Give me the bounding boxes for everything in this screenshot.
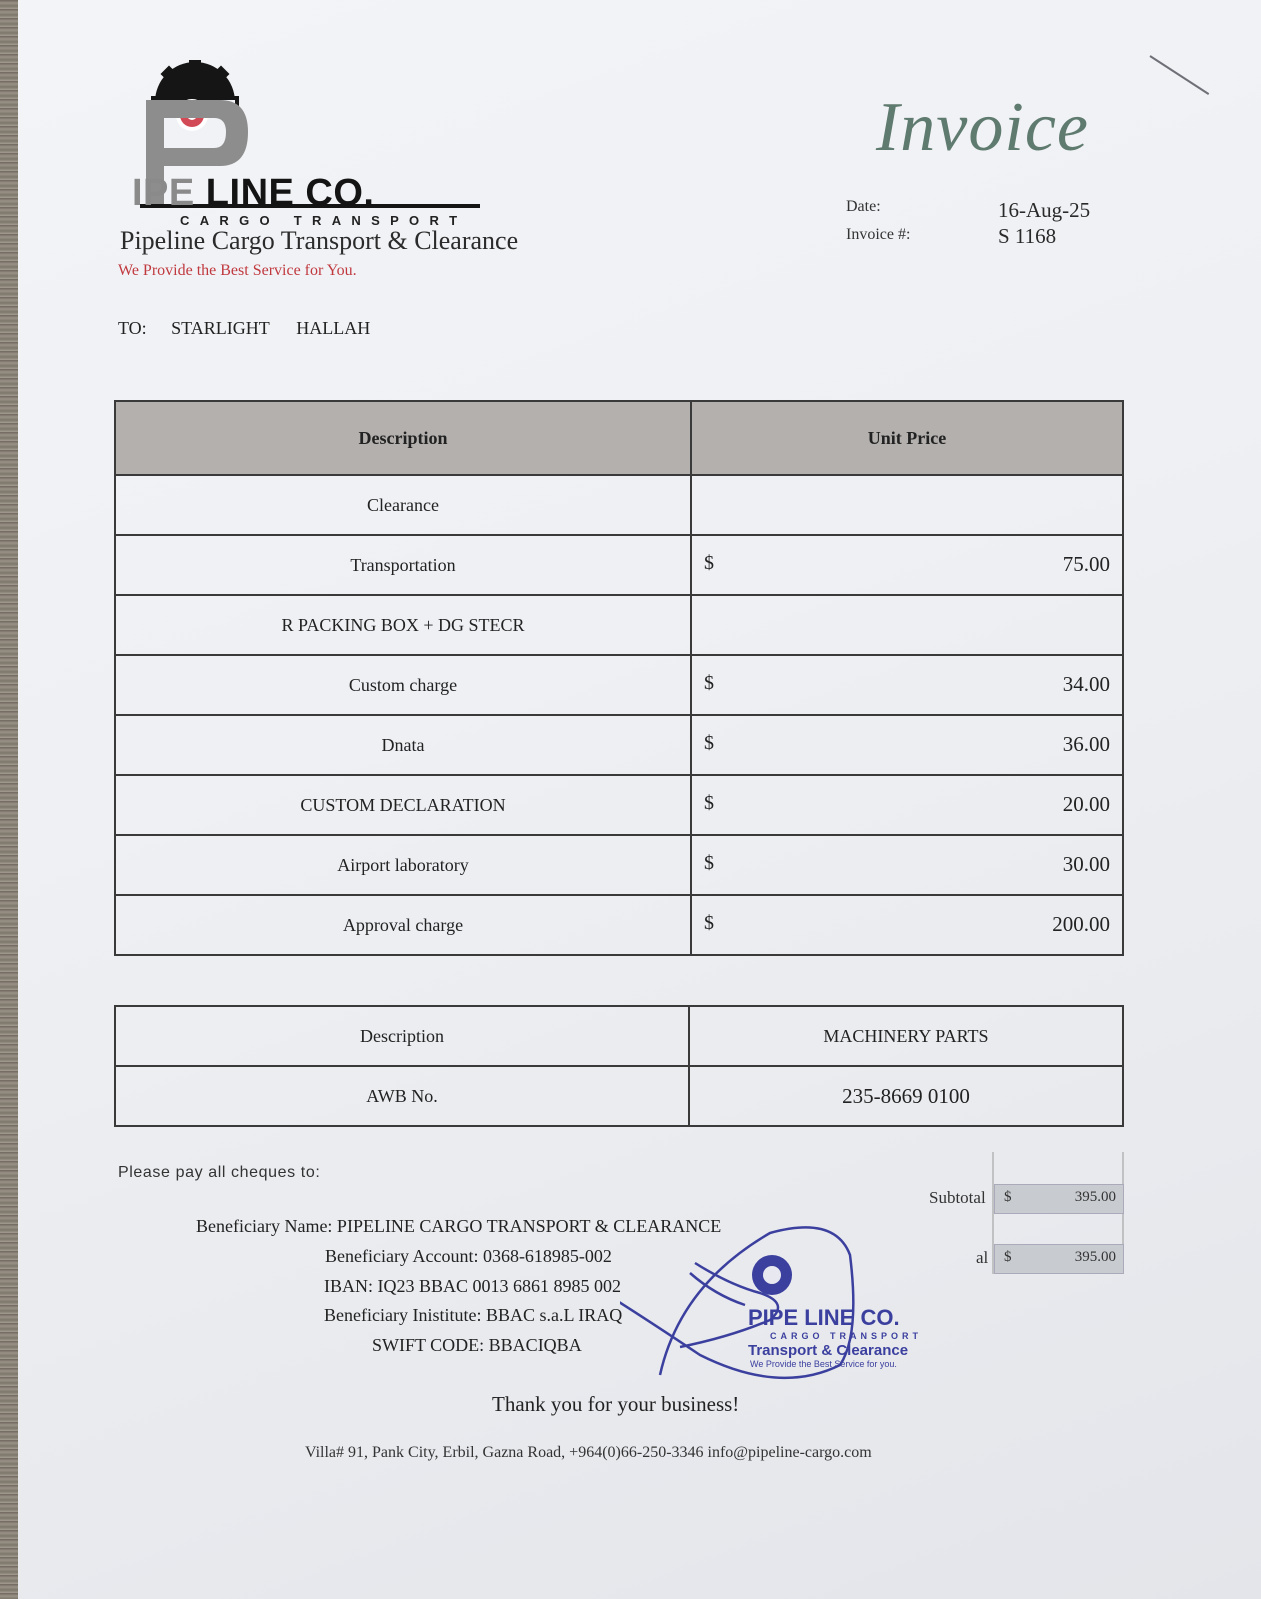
row-price [691, 715, 1123, 775]
date-label: Date: [846, 198, 881, 215]
table-row [115, 535, 1123, 595]
table-row [115, 1006, 1123, 1066]
invoice-number-value: S 1168 [998, 224, 1057, 248]
to-label: TO: [118, 318, 147, 338]
col-unit-price: Unit Price [691, 401, 1123, 475]
invoice-title: Invoice [876, 89, 1089, 166]
charges-header-row [115, 401, 1123, 475]
logo-subtext: CARGO TRANSPORT [180, 213, 468, 228]
row-currency: $ [704, 912, 714, 934]
table-row [115, 1066, 1123, 1126]
row-amount: 200.00 [1052, 912, 1110, 936]
row-description: Approval charge [115, 895, 691, 955]
table-row [115, 655, 1123, 715]
total-label: al [976, 1248, 989, 1267]
logo-name [132, 172, 482, 215]
row-price [691, 835, 1123, 895]
logo-name-black: LINE CO. [194, 172, 375, 214]
table-row [115, 595, 1123, 655]
logo-name-gray: IPE [132, 172, 195, 214]
row-amount: 36.00 [1062, 732, 1110, 756]
row-price [691, 655, 1123, 715]
row-currency: $ [704, 732, 714, 754]
col-description: Description [115, 401, 691, 475]
shipment-table [114, 1005, 1124, 1127]
row-amount: 75.00 [1062, 552, 1110, 576]
row-currency: $ [704, 552, 714, 574]
beneficiary-account: Beneficiary Account: 0368-618985-002 [325, 1246, 612, 1266]
total-currency: $ [1004, 1249, 1012, 1265]
row-amount: 34.00 [1062, 672, 1110, 696]
row-amount: 30.00 [1062, 852, 1110, 876]
row-currency: $ [704, 852, 714, 874]
subtotal-value: 395.00 [1074, 1189, 1116, 1205]
row-currency: $ [704, 672, 714, 694]
company-tagline: We Provide the Best Service for You. [118, 262, 357, 279]
beneficiary-name: Beneficiary Name: PIPELINE CARGO TRANSPORT & CLEARANCE [196, 1216, 722, 1236]
table-row [115, 775, 1123, 835]
company-stamp [620, 1215, 980, 1385]
stamp-line2: CARGO TRANSPORT [770, 1331, 922, 1341]
date-value: 16-Aug-25 [998, 198, 1091, 222]
thank-you-note: Thank you for your business! [492, 1392, 740, 1416]
charges-table [114, 400, 1124, 956]
row-price [691, 775, 1123, 835]
row-price [691, 895, 1123, 955]
iban: IBAN: IQ23 BBAC 0013 6861 8985 002 [324, 1276, 622, 1296]
payment-label: Please pay all cheques to: [118, 1164, 321, 1181]
stamp-line4: We Provide the Best Service for you. [750, 1359, 897, 1369]
recipient-name-first: STARLIGHT [171, 318, 270, 338]
subtotal-label: Subtotal [929, 1188, 986, 1207]
company-name: Pipeline Cargo Transport & Clearance [120, 226, 519, 255]
row-currency: $ [704, 792, 714, 814]
subtotal-currency: $ [1004, 1189, 1012, 1205]
invoice-number-label: Invoice #: [846, 226, 911, 243]
shipment-description-value: MACHINERY PARTS [689, 1006, 1123, 1066]
total-value: 395.00 [1074, 1249, 1116, 1265]
row-description: Airport laboratory [115, 835, 691, 895]
row-description: R PACKING BOX + DG STECR [115, 595, 691, 655]
stamp-gear-icon [752, 1255, 792, 1295]
recipient-name-second: HALLAH [296, 318, 371, 338]
awb-value: 235-8669 0100 [689, 1066, 1123, 1126]
recipient [118, 318, 370, 339]
beneficiary-institute: Beneficiary Inistitute: BBAC s.a.L IRAQ [324, 1305, 623, 1325]
row-price [691, 595, 1123, 655]
row-description: Custom charge [115, 655, 691, 715]
row-description: CUSTOM DECLARATION [115, 775, 691, 835]
row-amount: 20.00 [1062, 792, 1110, 816]
row-description: Transportation [115, 535, 691, 595]
table-row [115, 715, 1123, 775]
table-row [115, 835, 1123, 895]
swift-code: SWIFT CODE: BBACIQBA [372, 1335, 582, 1355]
shipment-description-label: Description [115, 1006, 689, 1066]
row-description: Dnata [115, 715, 691, 775]
stamp-line3: Transport & Clearance [748, 1342, 909, 1359]
table-row [115, 475, 1123, 535]
footer-address: Villa# 91, Pank City, Erbil, Gazna Road, +964(0)66-250-3346 info@pipeline-cargo.com [305, 1444, 872, 1461]
stamp-line1: PIPE LINE CO. [748, 1305, 900, 1330]
row-price [691, 475, 1123, 535]
table-row [115, 895, 1123, 955]
row-price [691, 535, 1123, 595]
row-description: Clearance [115, 475, 691, 535]
awb-label: AWB No. [115, 1066, 689, 1126]
